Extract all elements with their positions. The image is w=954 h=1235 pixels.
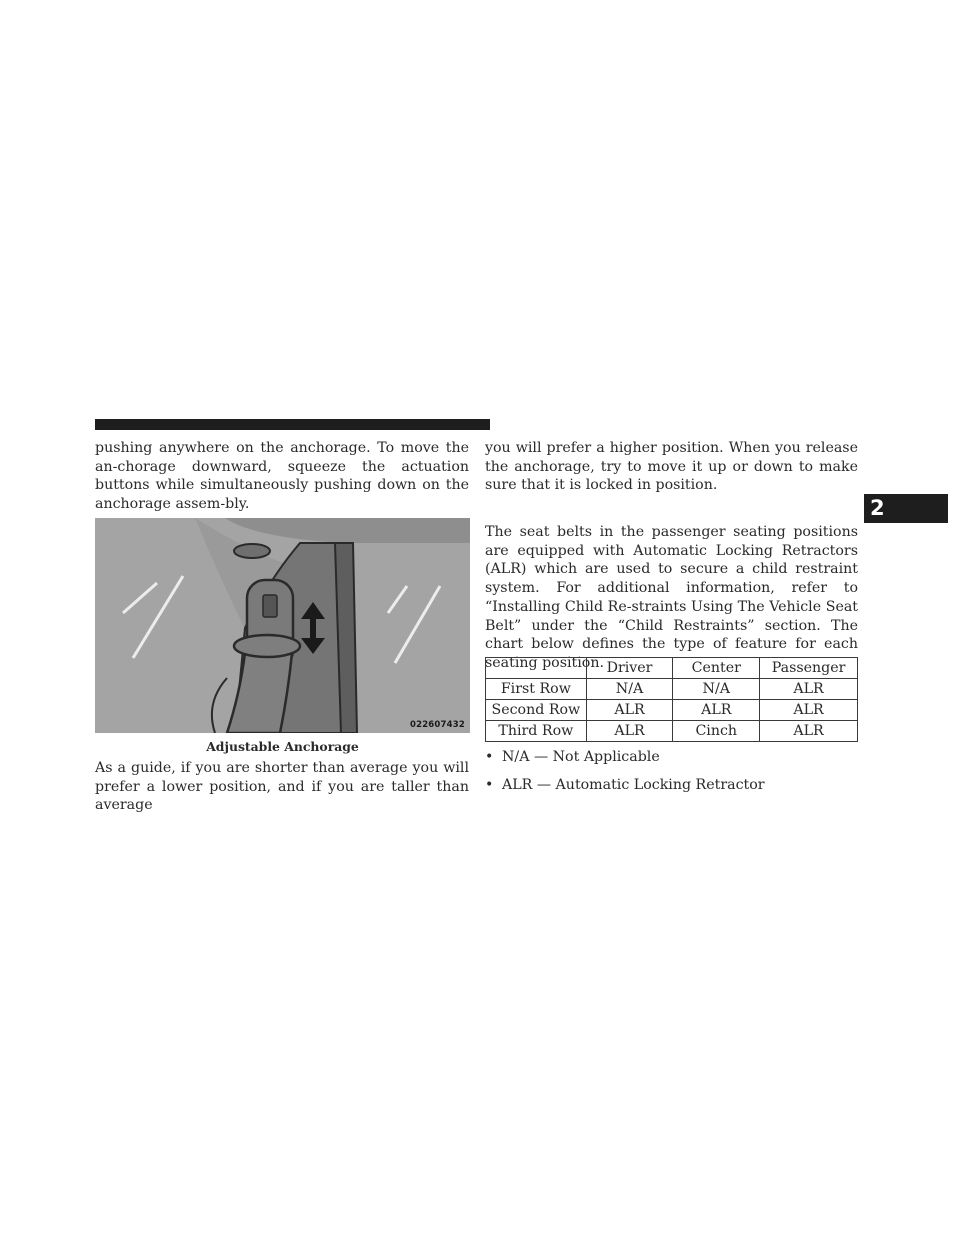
table-cell: Second Row [486, 700, 587, 721]
anchorage-illustration [95, 518, 470, 733]
table-cell: ALR [760, 700, 858, 721]
table-header-cell [486, 658, 587, 679]
table-cell: N/A [673, 679, 760, 700]
table-cell: ALR [760, 679, 858, 700]
table-cell: Third Row [486, 721, 587, 742]
notes-list [485, 748, 858, 804]
header-rule-bar [95, 419, 490, 430]
table-cell: ALR [673, 700, 760, 721]
table-header-cell: Center [673, 658, 760, 679]
list-item [485, 776, 858, 804]
note-text: N/A — Not Applicable [502, 749, 660, 765]
figure-code: 022607432 [409, 720, 465, 730]
table-row [486, 721, 858, 742]
table-cell: ALR [586, 700, 673, 721]
right-paragraph-1: you will prefer a higher position. When you release the anchorage, try to move it up or down to make sure that it is locked in position. [485, 440, 858, 494]
list-item [485, 748, 858, 776]
table-cell: ALR [586, 721, 673, 742]
table-cell: First Row [486, 679, 587, 700]
table-cell: Cinch [673, 721, 760, 742]
table-row [486, 679, 858, 700]
left-paragraph-1: pushing anywhere on the anchorage. To move the an-chorage downward, squeeze the actuation buttons while simultaneously pushing down on the anchorage assem-bly. [95, 440, 469, 513]
table-header-cell: Passenger [760, 658, 858, 679]
chapter-tab: 2 [864, 494, 948, 523]
table-header-cell: Driver [586, 658, 673, 679]
adjustable-anchorage-figure [95, 518, 470, 733]
table-row [486, 700, 858, 721]
note-text: ALR — Automatic Locking Retractor [502, 777, 765, 793]
table-cell: N/A [586, 679, 673, 700]
right-paragraph-2: The seat belts in the passenger seating positions are equipped with Automatic Locking Retractors (ALR) which are used to secure a child restraint system. For additional information, refer to “Installing Child Re-straints Using The Vehicle Seat Belt” under the “Child Restraints” section. The chart below defines the type of feature for each seating position. [485, 524, 858, 671]
bullet-icon: • [485, 777, 494, 793]
table-cell: ALR [760, 721, 858, 742]
table-header-row [486, 658, 858, 679]
bullet-icon: • [485, 749, 494, 765]
seating-feature-table [485, 657, 858, 742]
left-paragraph-2: As a guide, if you are shorter than average you will prefer a lower position, and if you are taller than average [95, 760, 469, 814]
figure-caption: Adjustable Anchorage [206, 739, 359, 754]
